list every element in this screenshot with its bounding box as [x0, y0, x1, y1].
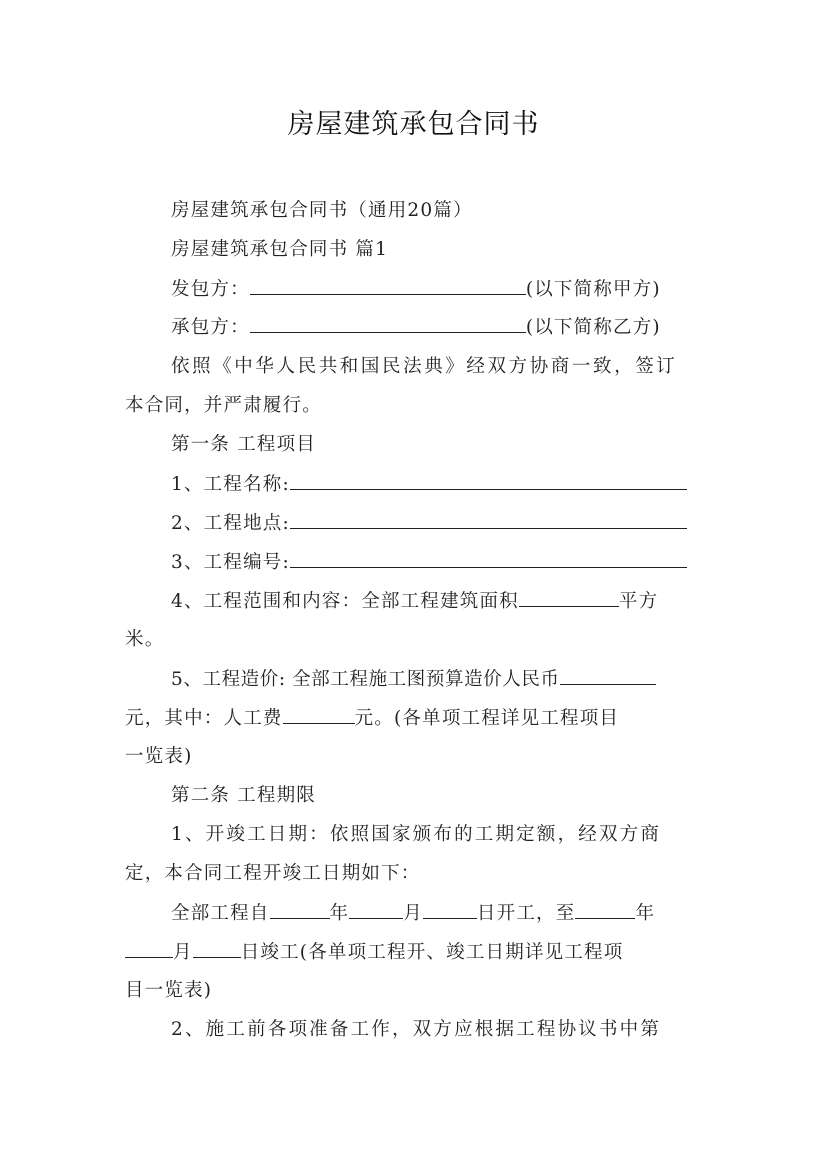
dates-start-label: 全部工程自	[171, 903, 270, 924]
day-end-label: 日竣工(各单项工程开、竣工日期详见工程项	[240, 942, 624, 963]
start-month-blank	[349, 901, 403, 919]
scope-line-1	[171, 589, 658, 614]
cost-label: 5、工程造价: 全部工程施工图预算造价人民币	[171, 669, 560, 690]
end-year-label: 年	[635, 903, 656, 924]
scope-label: 4、工程范围和内容：全部工程建筑面积	[171, 591, 519, 612]
year-label: 年	[329, 903, 350, 924]
cost-text-b: 元。(各单项工程详见工程项目	[354, 708, 620, 729]
party-a-blank	[250, 277, 526, 295]
dates-line-2	[125, 940, 623, 965]
article2-heading: 第二条 工程期限	[171, 785, 316, 806]
project-name-line	[171, 472, 687, 497]
project-name-label: 1、工程名称:	[171, 474, 290, 495]
period-line-1: 1、开竣工日期：依照国家颁布的工期定额，经双方商	[171, 824, 662, 845]
section-heading: 房屋建筑承包合同书 篇1	[171, 239, 389, 260]
end-month-label: 月	[173, 942, 193, 963]
party-b-suffix: (以下简称乙方)	[525, 317, 661, 338]
project-number-line	[171, 550, 687, 575]
start-year-blank	[270, 901, 330, 919]
party-a-suffix: (以下简称甲方)	[525, 279, 661, 300]
party-b-label: 承包方：	[171, 317, 250, 338]
project-number-blank	[290, 550, 687, 568]
cost-line-2	[125, 706, 619, 731]
project-name-blank	[290, 472, 687, 490]
project-number-label: 3、工程编号:	[171, 552, 290, 573]
project-location-blank	[290, 511, 687, 529]
project-location-line	[171, 511, 687, 536]
cost-line-1	[171, 667, 656, 692]
cost-blank	[560, 667, 656, 685]
labor-cost-blank	[283, 706, 355, 724]
end-month-blank	[125, 940, 173, 958]
end-year-blank	[575, 901, 635, 919]
day-start-label: 日开工，至	[476, 903, 576, 924]
period-line-2: 定，本合同工程开竣工日期如下：	[125, 863, 421, 884]
party-b-line	[171, 315, 661, 340]
month-label: 月	[403, 903, 423, 924]
start-day-blank	[423, 901, 477, 919]
preamble-line-1: 依照《中华人民共和国民法典》经双方协商一致，签订	[171, 356, 678, 377]
cost-line-3: 一览表)	[125, 746, 193, 767]
scope-line-2: 米。	[125, 629, 165, 650]
dates-line-3: 目一览表)	[125, 980, 213, 1001]
scope-unit: 平方	[618, 591, 659, 612]
project-location-label: 2、工程地点:	[171, 513, 290, 534]
cost-text-a: 元，其中：人工费	[125, 708, 283, 729]
article1-heading: 第一条 工程项目	[171, 434, 316, 455]
party-a-label: 发包方：	[171, 279, 250, 300]
party-b-blank	[250, 315, 526, 333]
dates-line-1	[171, 901, 655, 926]
area-blank	[519, 589, 619, 607]
prep-line-1: 2、施工前各项准备工作，双方应根据工程协议书中第	[171, 1019, 662, 1040]
end-day-blank	[193, 940, 241, 958]
document-title: 房屋建筑承包合同书	[287, 109, 540, 140]
party-a-line	[171, 277, 661, 302]
document-subtitle: 房屋建筑承包合同书（通用20篇）	[171, 200, 473, 221]
preamble-line-2: 本合同，并严肃履行。	[125, 395, 323, 416]
